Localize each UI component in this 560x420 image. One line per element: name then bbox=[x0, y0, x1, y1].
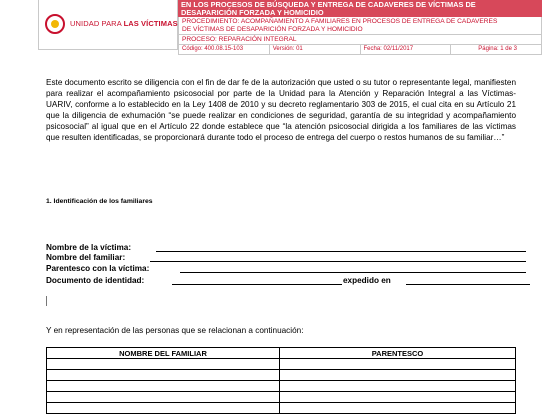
document-version: Versión: 01 bbox=[270, 45, 361, 54]
table-row bbox=[47, 359, 516, 370]
table-cell[interactable] bbox=[47, 359, 280, 370]
document-header bbox=[178, 0, 542, 66]
logo-emblem-icon bbox=[45, 14, 65, 34]
table-cell[interactable] bbox=[280, 392, 516, 403]
table-row bbox=[47, 392, 516, 403]
procedure-line-1: PROCEDIMIENTO: ACOMPAÑAMIENTO A FAMILIARES EN PROCESOS DE ENTREGA DE CADAVERES bbox=[182, 18, 498, 25]
column-header-relative-name: NOMBRE DEL FAMILIAR bbox=[47, 348, 280, 359]
text-cursor bbox=[46, 296, 47, 306]
title-line-1: EN LOS PROCESOS DE BÚSQUEDA Y ENTREGA DE CADAVERES DE VÍCTIMAS DE bbox=[181, 0, 476, 9]
table-cell[interactable] bbox=[280, 403, 516, 414]
page-number: Página: 1 de 3 bbox=[478, 46, 517, 52]
victim-name-label: Nombre de la víctima: bbox=[46, 243, 132, 252]
representation-intro: Y en representación de las personas que se relacionan a continuación: bbox=[46, 326, 304, 335]
relative-name-field[interactable] bbox=[150, 261, 526, 262]
table-row bbox=[47, 381, 516, 392]
table-cell[interactable] bbox=[280, 359, 516, 370]
relationship-field[interactable] bbox=[180, 272, 526, 273]
relatives-table bbox=[46, 347, 516, 414]
victim-name-field[interactable] bbox=[156, 251, 526, 252]
issued-in-label: expedido en bbox=[343, 276, 391, 285]
issued-in-field[interactable] bbox=[406, 284, 530, 285]
intro-paragraph: Este documento escrito se diligencia con el fin de dar fe de la autorización que usted o su tutor o representante legal, manifiesten para realizar el acompañamiento psicosocial por parte de la Unidad para la Atención y Reparación Integral a las Víctimas- UARIV, conforme a lo establecido en la Ley 1408 de 2010 y su decreto reglamentario 303 de 2015, el cual cita en su Artículo 21 que la diligencia de exhumación “se puede realizar en condiciones de seguridad, garantía de su integridad y acompañamiento psicosocial” al igual que en el Artículo 22 donde establece que “la atención psicosocial dirigida a los familiares de las víctimas que resulten identificadas, se proporcionará durante todo el proceso de entrega del cuerpo o restos humanos de su familiar…” bbox=[46, 78, 516, 143]
logo-text: UNIDAD PARA LAS VÍCTIMAS bbox=[70, 19, 178, 28]
table-row bbox=[47, 370, 516, 381]
relative-name-label: Nombre del familiar: bbox=[46, 253, 126, 262]
table-cell[interactable] bbox=[280, 381, 516, 392]
table-row bbox=[47, 403, 516, 414]
section-title: 1. Identificación de los familiares bbox=[46, 198, 153, 205]
table-cell[interactable] bbox=[47, 381, 280, 392]
id-document-label: Documento de identidad: bbox=[46, 276, 145, 285]
title-line-2: DESAPARICIÓN FORZADA Y HOMICIDIO bbox=[181, 8, 324, 17]
document-code: Código: 400.08.15-103 bbox=[179, 45, 270, 54]
process-row: PROCESO: REPARACIÓN INTEGRAL bbox=[178, 35, 542, 45]
metadata-row bbox=[178, 45, 542, 55]
document-title bbox=[178, 0, 542, 17]
column-header-relationship: PARENTESCO bbox=[280, 348, 516, 359]
organization-logo bbox=[38, 0, 178, 50]
table-header-row bbox=[47, 348, 516, 359]
table-cell[interactable] bbox=[47, 370, 280, 381]
id-document-field[interactable] bbox=[172, 284, 342, 285]
table-cell[interactable] bbox=[47, 403, 280, 414]
table-cell[interactable] bbox=[47, 392, 280, 403]
table-cell[interactable] bbox=[280, 370, 516, 381]
procedure-row bbox=[178, 17, 542, 35]
procedure-line-2: DE VÍCTIMAS DE DESAPARICIÓN FORZADA Y HOMICIDIO bbox=[182, 26, 363, 33]
document-date: Fecha: 02/11/2017 bbox=[361, 45, 452, 54]
relationship-label: Parentesco con la víctima: bbox=[46, 264, 150, 273]
